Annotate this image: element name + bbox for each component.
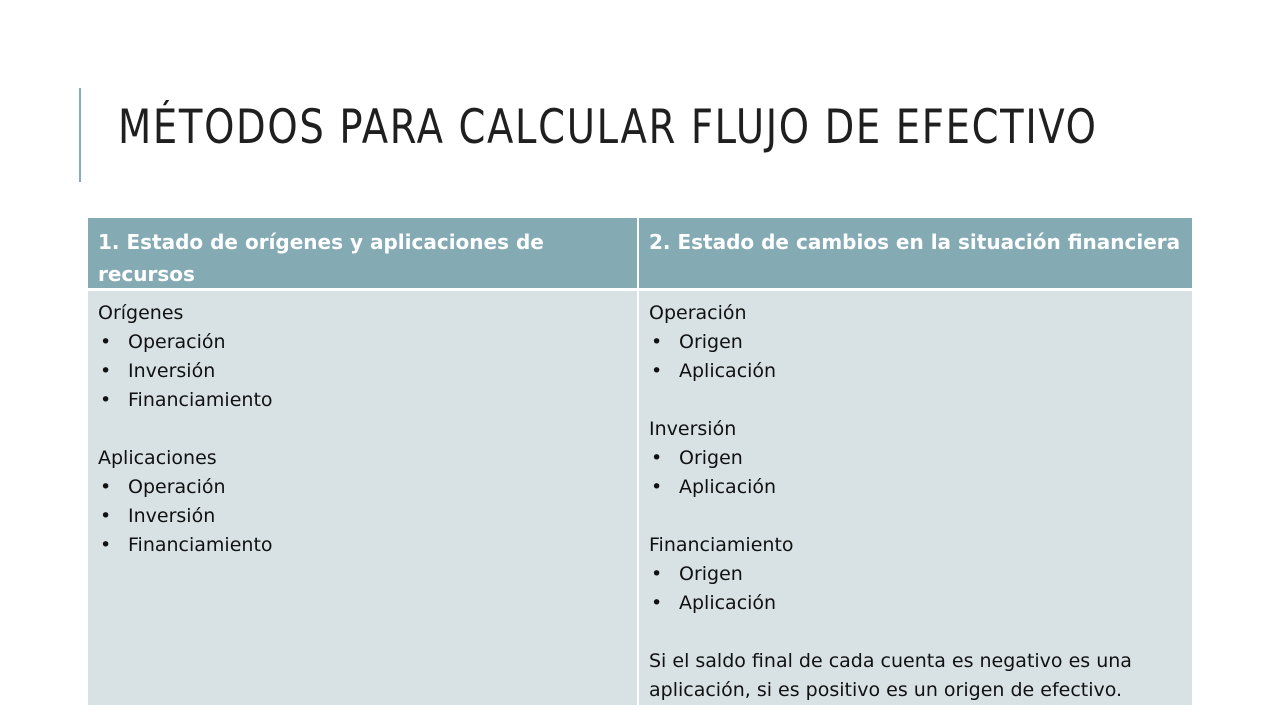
bullet-list [98, 328, 627, 415]
bullet-list [98, 473, 627, 560]
group-label-operacion: Operación [649, 302, 747, 324]
group-label-inversion: Inversión [649, 418, 737, 440]
spacer [649, 386, 1182, 415]
slide-title: MÉTODOS PARA CALCULAR FLUJO DE EFECTIVO [118, 100, 1098, 155]
spacer [649, 618, 1182, 647]
title-accent-bar [79, 88, 81, 182]
body-cell-right [639, 291, 1192, 705]
list-item: • Aplicación [649, 589, 1182, 618]
bullet-list [649, 560, 1182, 618]
list-item: • Inversión [98, 357, 627, 386]
list-item: • Operación [98, 473, 627, 502]
group-label-origenes: Orígenes [98, 302, 184, 324]
list-item: • Operación [98, 328, 627, 357]
list-item: • Inversión [98, 502, 627, 531]
list-item: • Origen [649, 560, 1182, 589]
spacer [98, 415, 627, 444]
bullet-list [649, 444, 1182, 502]
header-cell-left: 1. Estado de orígenes y aplicaciones de recursos [88, 218, 639, 291]
methods-table [88, 218, 1192, 705]
list-item: • Aplicación [649, 357, 1182, 386]
note-text: Si el saldo final de cada cuenta es negativo es una aplicación, si es positivo es un origen de efectivo. [649, 650, 1132, 701]
list-item: • Aplicación [649, 473, 1182, 502]
spacer [649, 502, 1182, 531]
list-item: • Origen [649, 444, 1182, 473]
group-label-aplicaciones: Aplicaciones [98, 447, 217, 469]
list-item: • Financiamiento [98, 386, 627, 415]
group-label-financiamiento: Financiamiento [649, 534, 794, 556]
list-item: • Origen [649, 328, 1182, 357]
body-cell-left [88, 291, 639, 705]
list-item: • Financiamiento [98, 531, 627, 560]
bullet-list [649, 328, 1182, 386]
header-cell-right: 2. Estado de cambios en la situación financiera [639, 218, 1192, 291]
